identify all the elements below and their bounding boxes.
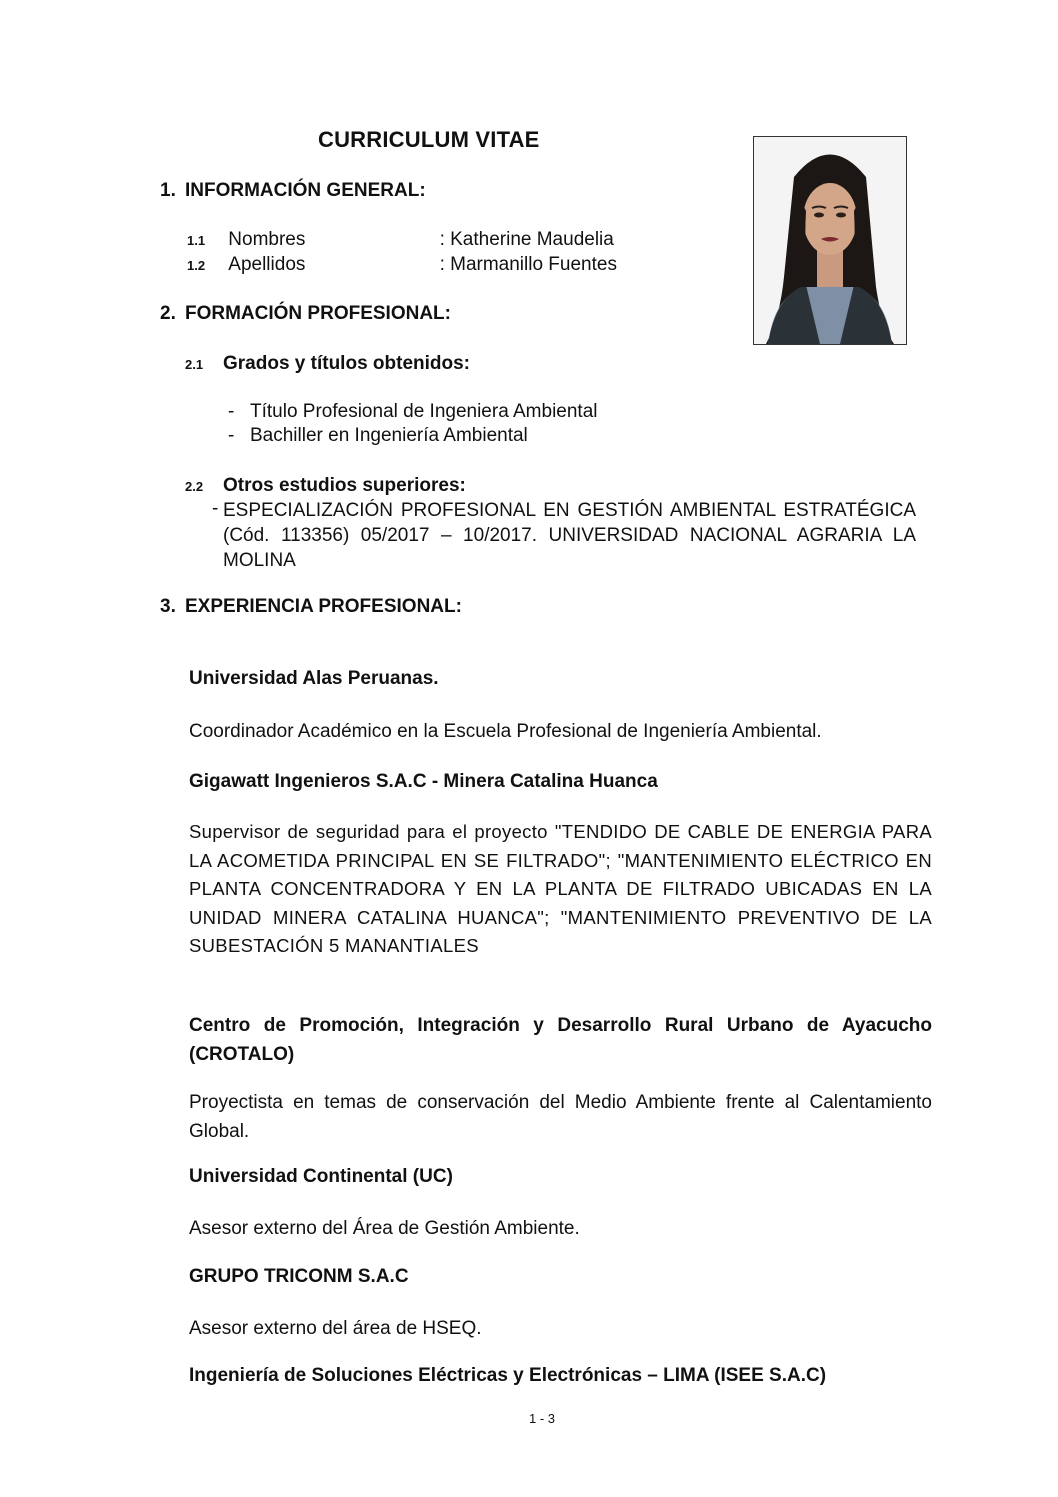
- job-role: Asesor externo del Área de Gestión Ambiente.: [189, 1218, 580, 1239]
- field-label: Nombres: [228, 229, 306, 250]
- job-role: Supervisor de seguridad para el proyecto "TENDIDO DE CABLE DE ENERGIA PARA LA ACOMETIDA PRINCIPAL EN SE FILTRADO"; "MANTENIMIENTO ELÉCTRICO EN PLANTA CONCENTRADORA Y EN LA PLANTA DE FILTRADO UBICADAS EN LA UNIDAD MINERA CATALINA HUANCA"; "MANTENIMIENTO PREVENTIVO DE LA SUBESTACIÓN 5 MANANTIALES: [189, 821, 932, 956]
- job-company: Universidad Alas Peruanas.: [189, 668, 439, 689]
- subsection-grados-heading: [185, 353, 470, 375]
- document-title: CURRICULUM VITAE: [318, 127, 540, 152]
- job-role: Asesor externo del área de HSEQ.: [189, 1318, 482, 1339]
- field-number: 1.2: [187, 258, 206, 273]
- subsection-number: 2.1: [185, 357, 204, 372]
- subsection-number: 2.2: [185, 479, 204, 494]
- section-formacion-heading: [160, 303, 451, 325]
- field-value: : Marmanillo Fuentes: [439, 254, 617, 275]
- list-item-text: Título Profesional de Ingeniera Ambiental: [250, 401, 598, 422]
- field-number: 1.1: [187, 233, 206, 248]
- page-number: 1 - 3: [528, 1411, 555, 1426]
- list-item: - Título Profesional de Ingeniera Ambiental: [228, 401, 598, 422]
- section-general-heading: [160, 180, 426, 202]
- subsection-title: Otros estudios superiores:: [223, 475, 466, 496]
- section-title: INFORMACIÓN GENERAL:: [185, 180, 426, 201]
- section-title: FORMACIÓN PROFESIONAL:: [185, 303, 451, 324]
- field-apellidos: [187, 254, 617, 276]
- job-role: Proyectista en temas de conservación del Medio Ambiente frente al Calentamiento Global.: [189, 1092, 932, 1142]
- field-label: Apellidos: [228, 254, 306, 275]
- field-value: : Katherine Maudelia: [439, 229, 614, 250]
- section-number: 3.: [160, 596, 176, 617]
- otros-estudios-text: ESPECIALIZACIÓN PROFESIONAL EN GESTIÓN AMBIENTAL ESTRATÉGICA (Cód. 113356) 05/2017 – 10/2017. UNIVERSIDAD NACIONAL AGRARIA LA MOLINA: [223, 500, 916, 571]
- subsection-title: Grados y títulos obtenidos:: [223, 353, 471, 374]
- job-company: Gigawatt Ingenieros S.A.C - Minera Catalina Huanca: [189, 771, 658, 792]
- job-company: Centro de Promoción, Integración y Desarrollo Rural Urbano de Ayacucho (CROTALO): [189, 1015, 932, 1065]
- profile-photo: [753, 136, 907, 345]
- section-title: EXPERIENCIA PROFESIONAL:: [185, 596, 462, 617]
- list-item: - Bachiller en Ingeniería Ambiental: [228, 425, 528, 446]
- job-company: Universidad Continental (UC): [189, 1166, 453, 1187]
- list-dash: -: [212, 498, 219, 519]
- job-company: Ingeniería de Soluciones Eléctricas y Electrónicas – LIMA (ISEE S.A.C): [189, 1365, 827, 1386]
- section-number: 2.: [160, 303, 176, 324]
- job-company: GRUPO TRICONM S.A.C: [189, 1266, 409, 1287]
- section-number: 1.: [160, 180, 176, 201]
- list-item-text: Bachiller en Ingeniería Ambiental: [250, 425, 528, 446]
- job-role: Coordinador Académico en la Escuela Profesional de Ingeniería Ambiental.: [189, 721, 822, 742]
- subsection-otros-heading: [185, 475, 466, 497]
- field-nombres: [187, 229, 614, 251]
- section-experiencia-heading: [160, 596, 462, 618]
